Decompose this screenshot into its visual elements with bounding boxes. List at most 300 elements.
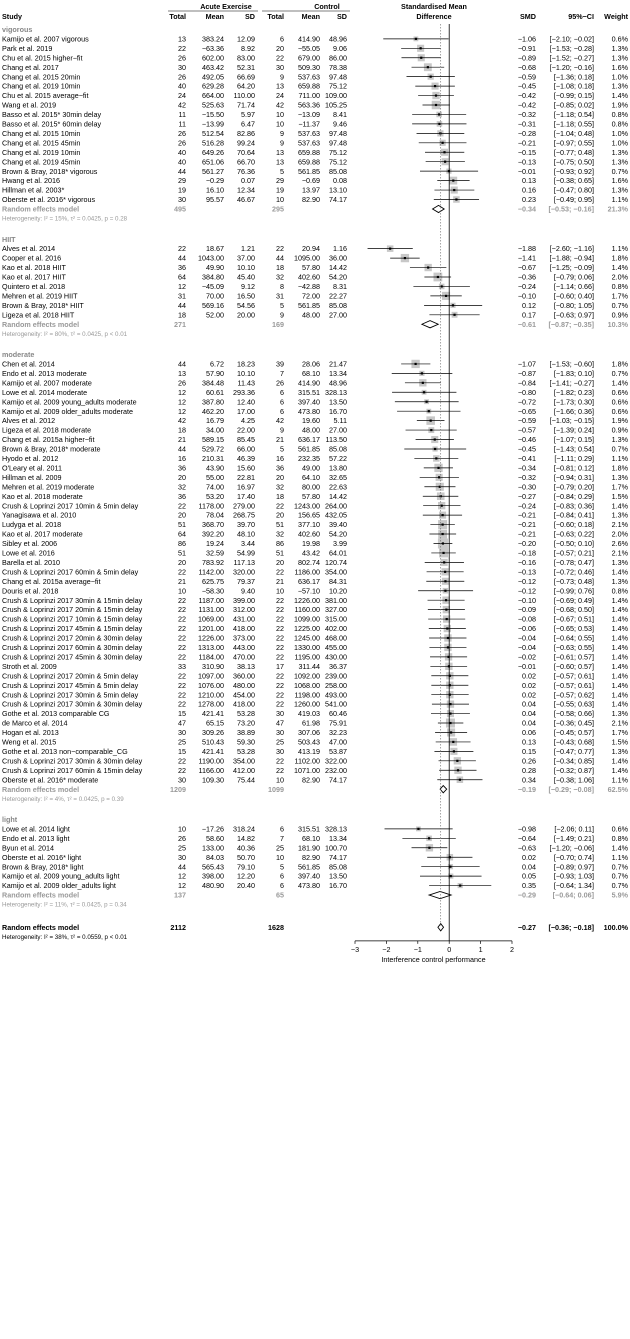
mean-ctl-value: 1195.00 (294, 652, 320, 662)
sd-exp-value: 20.40 (237, 881, 255, 891)
ci-value: [−0.47; 0.77] (553, 746, 594, 756)
total-exp-value: 51 (178, 520, 186, 530)
sd-ctl-value: 541.00 (325, 699, 347, 709)
ci-value: [−0.34; 0.85] (553, 756, 594, 766)
sd-ctl-value: 9.06 (333, 43, 347, 53)
point-estimate (452, 180, 454, 182)
subgroup-smd: −0.29 (517, 890, 536, 900)
sd-ctl-value: 84.31 (329, 576, 347, 586)
mean-ctl-value: 13.97 (302, 185, 320, 195)
total-ctl-value: 22 (276, 595, 284, 605)
study-label: Crush & Loprinzi 2017 45min & 30min delay (2, 652, 143, 662)
sd-exp-value: 318.24 (233, 824, 255, 834)
mean-exp-value: 1166.00 (198, 765, 224, 775)
ci-value: [−0.83; 0.36] (553, 501, 594, 511)
mean-ctl-value: 48.00 (302, 310, 320, 320)
mean-exp-value: 1178.00 (198, 501, 224, 511)
ci-value: [−0.36; 0.45] (553, 718, 594, 728)
weight-value: 1.6% (611, 176, 628, 186)
total-exp-value: 22 (178, 633, 186, 643)
subgroup-ci: [−0.87; −0.35] (548, 319, 594, 329)
sd-ctl-value: 354.00 (325, 567, 347, 577)
smd-value: −0.67 (517, 263, 536, 273)
sd-exp-value: 17.40 (237, 491, 255, 501)
total-exp-value: 20 (178, 472, 186, 482)
sd-exp-value: 50.70 (237, 852, 255, 862)
point-estimate (438, 123, 440, 125)
ci-value: [−1.53; −0.28] (549, 43, 594, 53)
total-exp-value: 22 (178, 765, 186, 775)
smd-value: −0.10 (517, 291, 536, 301)
total-exp-value: 22 (178, 501, 186, 511)
sd-ctl-value: 5.11 (333, 416, 347, 426)
sd-ctl-value: 16.70 (329, 881, 347, 891)
sd-exp-value: 12.34 (237, 185, 255, 195)
total-exp-value: 22 (178, 244, 186, 254)
sd-exp-value: 16.50 (237, 291, 255, 301)
subgroup-heterogeneity: Heterogeneity: I² = 4%, τ² = 0.0425, p = 0.39 (2, 795, 124, 803)
mean-ctl-value: 414.90 (298, 34, 320, 44)
ci-value: [−0.47; 0.80] (553, 185, 594, 195)
weight-value: 0.7% (611, 300, 628, 310)
mean-exp-value: 78.04 (206, 510, 224, 520)
smd-value: −0.10 (517, 595, 536, 605)
weight-value: 1.3% (611, 157, 628, 167)
mean-exp-value: 1069.00 (198, 614, 224, 624)
total-ctl-value: 22 (276, 567, 284, 577)
weight-value: 1.3% (611, 147, 628, 157)
sd-exp-value: 399.00 (233, 595, 255, 605)
study-label: Oberste et al. 2016* vigorous (2, 195, 96, 205)
point-estimate (435, 457, 437, 459)
mean-ctl-value: 659.88 (298, 157, 320, 167)
point-estimate (442, 142, 444, 144)
study-label: Chang et al. 2015 20min (2, 72, 81, 82)
mean-exp-value: 1097.00 (198, 671, 224, 681)
point-estimate (456, 760, 458, 762)
weight-value: 0.7% (611, 368, 628, 378)
point-estimate (447, 646, 449, 648)
smd-value: 0.04 (522, 718, 536, 728)
study-label: Chang et al. 2017 (2, 62, 59, 72)
mean-exp-value: 602.00 (202, 53, 224, 63)
study-label: Lowe et al. 2016 (2, 548, 55, 558)
ci-value: [−0.38; 1.06] (553, 775, 594, 785)
total-ctl-value: 22 (276, 244, 284, 254)
study-label: Kao et al. 2017 HIIT (2, 272, 66, 282)
weight-value: 1.8% (611, 253, 628, 263)
point-estimate (459, 884, 461, 886)
total-exp-value: 13 (178, 34, 186, 44)
sd-exp-value: 470.00 (233, 652, 255, 662)
mean-ctl-value: 636.17 (298, 435, 320, 445)
point-estimate (444, 571, 446, 573)
mean-ctl-value: 1092.00 (294, 671, 320, 681)
weight-value: 1.4% (611, 765, 628, 775)
total-ctl-value: 10 (276, 195, 284, 205)
sd-ctl-value: 328.13 (325, 387, 347, 397)
mean-ctl-value: 419.03 (298, 709, 320, 719)
study-label: Brown & Bray, 2018* moderate (2, 444, 101, 454)
ci-value: [−1.07; 0.15] (553, 435, 594, 445)
weight-value: 1.5% (611, 491, 628, 501)
sd-exp-value: 12.09 (237, 34, 255, 44)
weight-value: 1.4% (611, 643, 628, 653)
mean-exp-value: 529.72 (202, 444, 224, 454)
sd-exp-value: 12.20 (237, 871, 255, 881)
header-acute-exercise: Acute Exercise (200, 2, 252, 11)
study-label: Kamijo et al. 2009 young_adults moderate (2, 397, 137, 407)
total-exp-value: 36 (178, 491, 186, 501)
weight-value: 1.7% (611, 482, 628, 492)
sd-exp-value: 79.37 (237, 576, 255, 586)
mean-exp-value: 6.72 (210, 359, 224, 369)
weight-value: 1.3% (611, 435, 628, 445)
x-axis-tick-label: 2 (510, 944, 514, 954)
mean-exp-value: 1210.00 (198, 690, 224, 700)
total-exp-value: 44 (178, 359, 186, 369)
point-estimate (449, 703, 451, 705)
sd-exp-value: 64.20 (237, 81, 255, 91)
point-estimate (442, 523, 444, 525)
weight-value: 2.6% (611, 539, 628, 549)
total-ctl-value: 10 (276, 119, 284, 129)
mean-ctl-value: 1068.00 (294, 680, 320, 690)
mean-ctl-value: 64.10 (302, 472, 320, 482)
study-label: Hillman et al. 2009 (2, 472, 62, 482)
total-ctl-value: 86 (276, 539, 284, 549)
study-label: Alves et al. 2012 (2, 416, 56, 426)
study-label: Hillman et al. 2003* (2, 185, 65, 195)
sd-exp-value: 9.40 (241, 586, 255, 596)
point-estimate (438, 113, 440, 115)
point-estimate (428, 837, 430, 839)
smd-value: 0.15 (522, 746, 536, 756)
sd-ctl-value: 86.00 (329, 53, 347, 63)
mean-ctl-value: 181.90 (298, 843, 320, 853)
total-exp-value: 22 (178, 614, 186, 624)
total-ctl-value: 18 (276, 263, 284, 273)
overall-total-exp: 2112 (170, 922, 186, 932)
total-exp-value: 30 (178, 775, 186, 785)
x-axis-tick-label: 1 (478, 944, 483, 954)
smd-value: −0.06 (517, 624, 536, 634)
smd-value: 0.17 (522, 310, 536, 320)
ci-value: [−0.60; 0.18] (553, 520, 594, 530)
mean-ctl-value: 1160.00 (294, 605, 320, 615)
ci-value: [−0.63; 0.97] (553, 310, 594, 320)
point-estimate (446, 618, 448, 620)
total-exp-value: 30 (178, 195, 186, 205)
study-label: Crush & Loprinzi 2017 30min & 30min delay (2, 699, 143, 709)
ci-value: [−0.68; 0.50] (553, 605, 594, 615)
total-exp-value: 40 (178, 147, 186, 157)
study-label: Kao et al. 2017 moderate (2, 529, 83, 539)
weight-value: 1.7% (611, 291, 628, 301)
mean-ctl-value: 156.65 (298, 510, 320, 520)
ci-value: [−2.06; 0.11] (554, 824, 594, 834)
smd-value: −0.46 (517, 435, 536, 445)
smd-value: −1.88 (517, 244, 536, 254)
sd-exp-value: 6.47 (241, 119, 255, 129)
sd-exp-value: 412.00 (233, 765, 255, 775)
weight-value: 0.8% (611, 833, 628, 843)
point-estimate (449, 722, 451, 724)
total-exp-value: 44 (178, 166, 186, 176)
total-exp-value: 12 (178, 881, 186, 891)
study-label: Kamijo et al. 2009 young_adults light (2, 871, 120, 881)
total-ctl-value: 10 (276, 775, 284, 785)
sd-exp-value: 16.97 (237, 482, 255, 492)
ci-value: [−0.57; 0.61] (553, 671, 594, 681)
point-estimate (452, 741, 454, 743)
total-ctl-value: 25 (276, 843, 284, 853)
mean-ctl-value: 679.00 (298, 53, 320, 63)
study-label: Chu et al. 2015 average−fit (2, 91, 89, 101)
total-exp-value: 42 (178, 416, 186, 426)
mean-ctl-value: 19.60 (302, 416, 320, 426)
total-exp-value: 32 (178, 482, 186, 492)
sd-ctl-value: 10.20 (329, 586, 347, 596)
total-ctl-value: 26 (276, 378, 284, 388)
point-estimate (447, 637, 449, 639)
ci-value: [−1.82; 0.23] (553, 387, 594, 397)
total-ctl-value: 5 (280, 862, 284, 872)
weight-value: 0.8% (611, 586, 628, 596)
point-estimate (445, 295, 447, 297)
sd-exp-value: 15.60 (237, 463, 255, 473)
point-estimate (438, 476, 440, 478)
point-estimate (442, 542, 444, 544)
point-estimate (428, 847, 430, 849)
mean-ctl-value: 563.36 (298, 100, 320, 110)
ci-value: [−0.57; 0.21] (553, 548, 594, 558)
sd-exp-value: 443.00 (233, 643, 255, 653)
ci-value: [−1.49; 0.21] (553, 833, 594, 843)
mean-ctl-value: −11.37 (298, 119, 320, 129)
sd-exp-value: 418.00 (233, 624, 255, 634)
total-exp-value: 11 (178, 110, 186, 120)
header-sd-exp: SD (245, 12, 255, 21)
mean-exp-value: −63.36 (201, 43, 224, 53)
study-label: Chang et al. 2015a average−fit (2, 576, 101, 586)
weight-value: 0.6% (611, 824, 628, 834)
smd-value: −0.68 (517, 62, 536, 72)
total-exp-value: 26 (178, 53, 186, 63)
mean-exp-value: 664.00 (202, 91, 224, 101)
study-label: Chang et al. 2019 10min (2, 147, 81, 157)
smd-value: −0.91 (517, 43, 536, 53)
ci-value: [−0.80; 1.05] (553, 300, 594, 310)
weight-value: 1.3% (611, 510, 628, 520)
sd-ctl-value: 239.00 (325, 671, 347, 681)
subgroup-total-ctl: 65 (276, 890, 284, 900)
weight-value: 0.7% (611, 871, 628, 881)
study-label: Chang et al. 2019 45min (2, 157, 81, 167)
total-ctl-value: 44 (276, 253, 284, 263)
ci-value: [−1.18; 0.54] (553, 110, 594, 120)
total-exp-value: 22 (178, 643, 186, 653)
mean-exp-value: 1190.00 (198, 756, 224, 766)
total-ctl-value: 6 (280, 34, 284, 44)
smd-value: −0.12 (517, 586, 536, 596)
ci-value: [−0.49; 0.95] (553, 195, 594, 205)
point-estimate (439, 132, 441, 134)
ci-value: [−0.85; 0.02] (553, 100, 594, 110)
overall-weight: 100.0% (603, 922, 628, 932)
ci-value: [−1.52; −0.27] (549, 53, 594, 63)
total-exp-value: 22 (178, 671, 186, 681)
header-total-exp: Total (169, 12, 186, 21)
total-ctl-value: 13 (276, 157, 284, 167)
smd-value: −0.01 (517, 166, 536, 176)
point-estimate (435, 104, 437, 106)
sd-exp-value: 17.00 (237, 406, 255, 416)
total-exp-value: 26 (178, 138, 186, 148)
study-label: Chang et al. 2015a higher−fit (2, 435, 95, 445)
sd-exp-value: 71.74 (237, 100, 255, 110)
sd-ctl-value: 468.00 (325, 633, 347, 643)
smd-value: −0.64 (517, 833, 536, 843)
subgroup-total-exp: 1209 (170, 784, 186, 794)
weight-value: 1.4% (611, 671, 628, 681)
subgroup-label: light (2, 815, 18, 825)
subgroup-weight: 5.9% (611, 890, 628, 900)
total-ctl-value: 5 (280, 444, 284, 454)
study-label: Crush & Loprinzi 2017 20min & 5min delay (2, 671, 139, 681)
study-label: Hyodo et al. 2012 (2, 454, 59, 464)
study-label: Kamijo et al. 2007 vigorous (2, 34, 89, 44)
header-control: Control (314, 2, 340, 11)
total-ctl-value: 9 (280, 425, 284, 435)
weight-value: 0.7% (611, 444, 628, 454)
study-label: Ludyga et al. 2018 (2, 520, 62, 530)
total-ctl-value: 6 (280, 881, 284, 891)
total-ctl-value: 22 (276, 671, 284, 681)
weight-value: 1.4% (611, 843, 628, 853)
study-label: Brown & Bray, 2018* HIIT (2, 300, 84, 310)
ci-value: [−0.63; 0.22] (553, 529, 594, 539)
mean-ctl-value: 397.40 (298, 397, 320, 407)
smd-value: 0.04 (522, 862, 536, 872)
mean-exp-value: 309.26 (202, 728, 224, 738)
smd-value: 0.28 (522, 765, 536, 775)
point-estimate (453, 189, 455, 191)
total-exp-value: 36 (178, 463, 186, 473)
smd-value: 0.02 (522, 690, 536, 700)
ci-value: [−1.53; −0.60] (549, 359, 594, 369)
subgroup-summary-label: Random effects model (2, 890, 80, 900)
smd-value: 0.02 (522, 671, 536, 681)
smd-value: 0.16 (522, 185, 536, 195)
ci-value: [−0.99; 0.76] (553, 586, 594, 596)
weight-value: 1.4% (611, 690, 628, 700)
ci-value: [−0.72; 0.46] (553, 567, 594, 577)
mean-ctl-value: 307.06 (298, 728, 320, 738)
mean-exp-value: 561.27 (202, 166, 224, 176)
smd-value: 0.02 (522, 852, 536, 862)
mean-exp-value: 32.59 (206, 548, 224, 558)
smd-value: −0.28 (517, 128, 536, 138)
sd-exp-value: 45.40 (237, 272, 255, 282)
total-exp-value: 40 (178, 157, 186, 167)
smd-value: −0.27 (517, 491, 536, 501)
smd-value: 0.05 (522, 871, 536, 881)
sd-ctl-value: 8.31 (333, 282, 347, 292)
study-label: Basso et al. 2015* 60min delay (2, 119, 102, 129)
point-estimate (444, 161, 446, 163)
mean-exp-value: 1076.00 (198, 680, 224, 690)
subgroup-diamond (422, 321, 438, 328)
total-exp-value: 44 (178, 862, 186, 872)
mean-ctl-value: 1071.00 (294, 765, 320, 775)
mean-ctl-value: 537.63 (298, 138, 320, 148)
mean-exp-value: 387.80 (202, 397, 224, 407)
sd-ctl-value: 54.20 (329, 529, 347, 539)
ci-value: [−1.08; 0.18] (553, 81, 594, 91)
total-exp-value: 25 (178, 843, 186, 853)
weight-value: 2.1% (611, 718, 628, 728)
mean-ctl-value: 802.74 (298, 557, 320, 567)
total-ctl-value: 22 (276, 690, 284, 700)
point-estimate (427, 266, 429, 268)
mean-ctl-value: 80.00 (302, 482, 320, 492)
sd-ctl-value: 402.00 (325, 624, 347, 634)
sd-ctl-value: 85.08 (329, 300, 347, 310)
sd-exp-value: 59.30 (237, 737, 255, 747)
sd-ctl-value: 32.23 (329, 728, 347, 738)
study-label: Cooper et al. 2016 (2, 253, 62, 263)
weight-value: 1.9% (611, 416, 628, 426)
weight-value: 1.4% (611, 595, 628, 605)
total-ctl-value: 5 (280, 300, 284, 310)
ci-value: [−0.55; 0.63] (553, 699, 594, 709)
weight-value: 1.3% (611, 43, 628, 53)
smd-value: −0.59 (517, 416, 536, 426)
total-ctl-value: 5 (280, 166, 284, 176)
header-mean-ctl: Mean (301, 12, 320, 21)
ci-value: [−0.43; 0.68] (553, 737, 594, 747)
smd-value: 0.12 (522, 300, 536, 310)
mean-ctl-value: 377.10 (298, 520, 320, 530)
ci-value: [−0.77; 0.48] (553, 147, 594, 157)
ci-value: [−1.11; 0.29] (554, 454, 594, 464)
sd-exp-value: 66.00 (237, 444, 255, 454)
point-estimate (421, 372, 423, 374)
smd-value: 0.26 (522, 756, 536, 766)
study-label: Hwang et al. 2016 (2, 176, 60, 186)
study-label: Crush & Loprinzi 2017 45min & 15min delay (2, 624, 143, 634)
point-estimate (453, 750, 455, 752)
subgroup-summary-label: Random effects model (2, 319, 80, 329)
total-ctl-value: 6 (280, 406, 284, 416)
sd-exp-value: 454.00 (233, 690, 255, 700)
point-estimate (423, 391, 425, 393)
mean-exp-value: 109.30 (202, 775, 224, 785)
total-exp-value: 30 (178, 728, 186, 738)
sd-exp-value: 22.81 (237, 472, 255, 482)
subgroup-total-exp: 495 (174, 204, 186, 214)
smd-value: −0.31 (517, 119, 536, 129)
point-estimate (428, 410, 430, 412)
study-label: Stroth et al. 2009 (2, 661, 57, 671)
subgroup-weight: 62.5% (607, 784, 628, 794)
sd-ctl-value: 27.00 (329, 425, 347, 435)
total-ctl-value: 9 (280, 128, 284, 138)
total-exp-value: 12 (178, 871, 186, 881)
smd-value: −0.72 (517, 397, 536, 407)
total-ctl-value: 31 (276, 291, 284, 301)
